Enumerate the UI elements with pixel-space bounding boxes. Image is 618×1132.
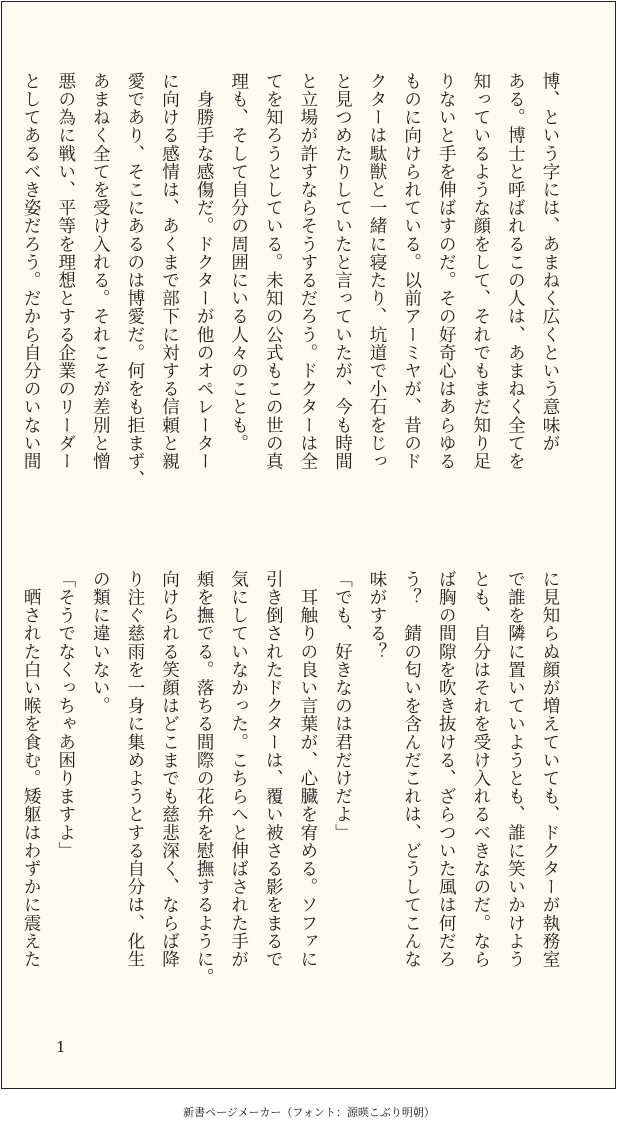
text-line: に向ける感情は、あくまで部下に対する信頼と親 xyxy=(159,72,180,471)
text-block-lower xyxy=(14,570,568,1000)
text-line: の類に違いない。 xyxy=(90,570,111,715)
text-line: としてあるべき姿だろう。だから自分のいない間 xyxy=(21,72,42,471)
text-line: に見知らぬ顔が増えていても、ドクターが執務室 xyxy=(540,570,560,969)
text-line: と見つめたりしていたと言っていたが、今も時間 xyxy=(332,72,353,471)
text-line: 愛であり、そこにあるのは博愛だ。何をも拒まず、 xyxy=(124,72,145,489)
text-line: と立場が許すならそうするだろう。ドクターは全 xyxy=(297,72,318,471)
text-line: あまねく全てを受け入れる。それこそが差別と憎 xyxy=(90,72,111,471)
footer-caption: 新書ページメーカー（フォント：源暎こぶり明朝） xyxy=(183,1106,435,1119)
text-line: てを知ろうとしている。未知の公式もこの世の真 xyxy=(263,72,284,471)
text-line: 身勝手な感傷だ。ドクターが他のオペレーター xyxy=(194,72,215,471)
text-line: 晒された白い喉を食む。矮躯はわずかに震えた xyxy=(21,570,42,969)
text-line: 耳触りの良い言葉が、心臓を宥める。ソファに xyxy=(297,570,318,969)
text-line: 「でも、好きなのは君だけだよ」 xyxy=(332,570,353,842)
text-line: りないと手を伸ばすのだ。その好奇心はあらゆる xyxy=(436,72,457,471)
text-line: う？ 錆の匂いを含んだこれは、どうしてこんな xyxy=(401,570,422,969)
text-line: 頬を撫でる。落ちる間際の花弁を慰撫するように。 xyxy=(194,570,215,987)
text-line: 博、という字には、あまねく広くという意味が xyxy=(540,72,560,453)
text-line: 味がする？ xyxy=(367,570,388,661)
text-line: 知っているような顔をして、それでもまだ知り足 xyxy=(470,72,491,471)
text-line: ば胸の間隙を吹き抜ける、ざらついた風は何だろ xyxy=(436,570,457,969)
text-line: 引き倒されたドクターは、覆い被さる影をまるで xyxy=(263,570,284,969)
text-line: クターは駄獣と一緒に寝たり、坑道で小石をじっ xyxy=(367,72,388,471)
text-line: ものに向けられている。以前アーミヤが、昔のド xyxy=(401,72,422,471)
text-line: で誰を隣に置いていようとも、誰に笑いかけよう xyxy=(505,570,526,969)
text-line: とも、自分はそれを受け入れるべきなのだ。なら xyxy=(470,570,491,969)
book-page xyxy=(1,1,616,1089)
text-line: ある。博士と呼ばれるこの人は、あまねく全てを xyxy=(505,72,526,471)
text-line: 向けられる笑顔はどこまでも慈悲深く、ならば降 xyxy=(159,570,180,969)
page-number: 1 xyxy=(56,1038,66,1056)
text-block-upper xyxy=(14,72,568,542)
text-line: 理も、そして自分の周囲にいる人々のことも。 xyxy=(228,72,249,453)
text-line: り注ぐ慈雨を一身に集めようとする自分は、化生 xyxy=(124,570,145,969)
text-line: 「そうでなくっちゃあ困りますよ」 xyxy=(55,570,76,860)
text-line: 悪の為に戦い、平等を理想とする企業のリーダー xyxy=(55,72,76,471)
text-line: 気にしていなかった。こちらへと伸ばされた手が xyxy=(228,570,249,969)
